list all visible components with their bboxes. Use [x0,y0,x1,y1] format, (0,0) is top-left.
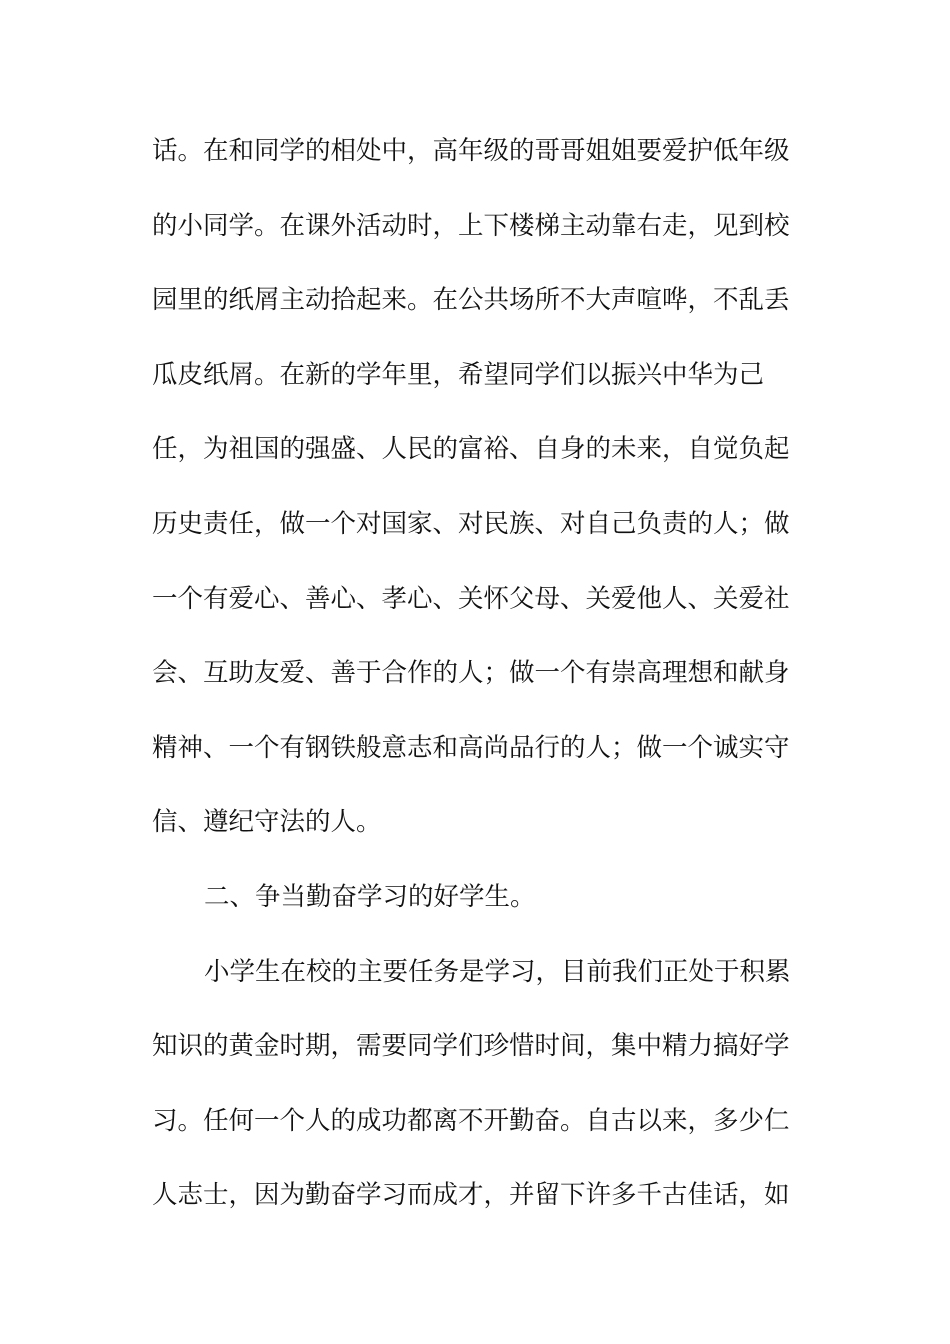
text-line-3: 园里的纸屑主动拾起来。在公共场所不大声喧哗，不乱丢 [152,285,790,316]
text-line-13: 知识的黄金时期，需要同学们珍惜时间，集中精力搞好学 [152,1031,790,1062]
text-line-9: 精神、一个有钢铁般意志和高尚品行的人；做一个诚实守 [152,732,790,763]
text-line-6: 历史责任，做一个对国家、对民族、对自己负责的人；做 [152,508,790,539]
text-line-5: 任，为祖国的强盛、人民的富裕、自身的未来，自觉负起 [152,434,790,465]
body-text [152,127,792,1246]
text-line-14: 习。任何一个人的成功都离不开勤奋。自古以来，多少仁 [152,1105,790,1136]
text-line-4: 瓜皮纸屑。在新的学年里，希望同学们以振兴中华为己 [152,359,765,390]
text-line-7: 一个有爱心、善心、孝心、关怀父母、关爱他人、关爱社 [152,583,790,614]
text-line-1: 话。在和同学的相处中，高年级的哥哥姐姐要爱护低年级 [152,136,790,166]
text-line-12: 小学生在校的主要任务是学习，目前我们正处于积累 [204,956,791,987]
text-line-10: 信、遵纪守法的人。 [152,807,382,838]
text-line-15: 人志士，因为勤奋学习而成才，并留下许多千古佳话，如 [152,1180,790,1211]
text-line-8: 会、互助友爱、善于合作的人；做一个有崇高理想和献身 [152,658,790,689]
section-heading: 二、争当勤奋学习的好学生。 [204,881,536,912]
text-line-2: 的小同学。在课外活动时，上下楼梯主动靠右走，见到校 [152,210,790,241]
